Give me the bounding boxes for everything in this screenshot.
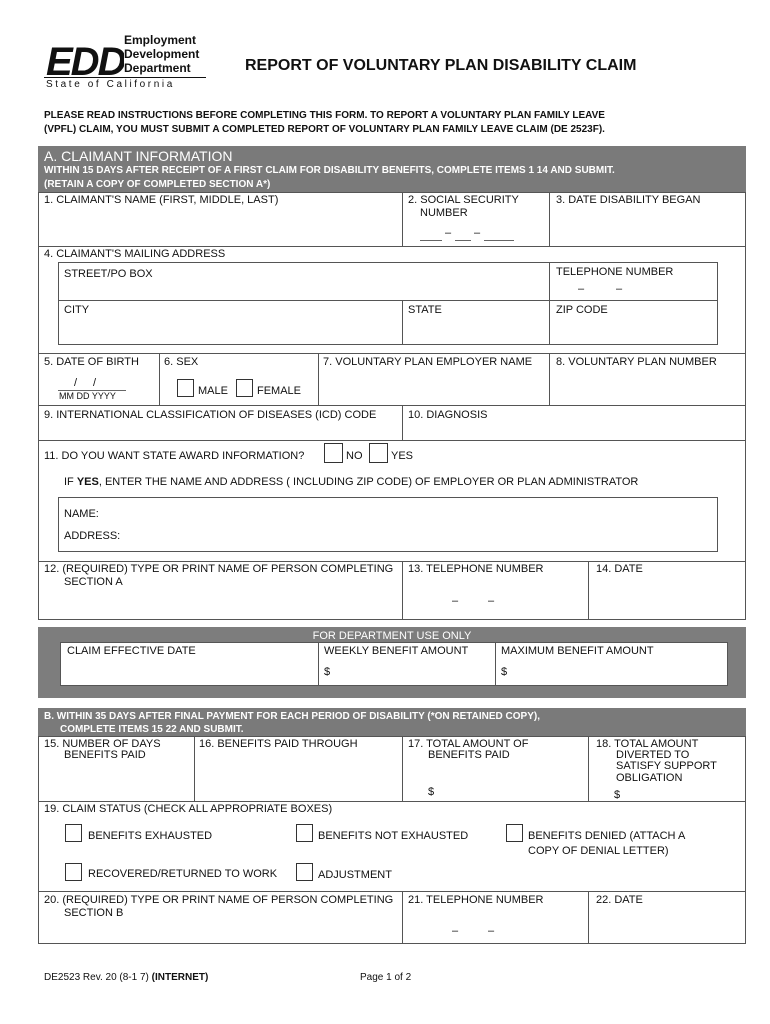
form-title: REPORT OF VOLUNTARY PLAN DISABILITY CLAIM <box>245 57 637 74</box>
yes-checkbox[interactable] <box>369 443 388 463</box>
item22-label: 22. DATE <box>596 894 643 906</box>
divider <box>194 736 195 801</box>
edd-logo-graphic <box>44 35 124 81</box>
claim-effective-label: CLAIM EFFECTIVE DATE <box>67 645 196 657</box>
ssn-blank-3[interactable] <box>484 240 514 241</box>
street-input[interactable] <box>64 282 534 298</box>
item20-label-1: 20. (REQUIRED) TYPE OR PRINT NAME OF PERSON COMPLETING <box>44 894 394 906</box>
telephone-label: TELEPHONE NUMBER <box>556 266 674 278</box>
benefits-not-exhausted-label: BENEFITS NOT EXHAUSTED <box>318 830 469 842</box>
item21-label: 21. TELEPHONE NUMBER <box>408 894 544 906</box>
divider <box>402 192 403 246</box>
divider <box>402 891 403 944</box>
benefits-denied-checkbox[interactable] <box>506 824 523 842</box>
section-a-preparer-input[interactable] <box>44 594 394 614</box>
benefits-denied-label-2: COPY OF DENIAL LETTER) <box>528 845 669 857</box>
days-paid-input[interactable] <box>44 770 184 792</box>
divider <box>402 736 403 801</box>
name-label: NAME: <box>64 508 99 520</box>
divider <box>549 262 550 300</box>
item18-dollar: $ <box>614 789 621 801</box>
recovered-label: RECOVERED/RETURNED TO WORK <box>88 868 278 880</box>
item3-label: 3. DATE DISABILITY BEGAN <box>556 194 701 206</box>
item15-label-2: BENEFITS PAID <box>64 749 146 761</box>
divider <box>549 353 550 405</box>
dob-format: MM DD YYYY <box>59 391 116 401</box>
if-yes-bold: YES <box>76 476 99 488</box>
item12-label-1: 12. (REQUIRED) TYPE OR PRINT NAME OF PERSON COMPLETING <box>44 563 394 575</box>
item8-label: 8. VOLUNTARY PLAN NUMBER <box>556 356 717 368</box>
ssn-blank-1[interactable] <box>420 240 442 241</box>
item17-label-2: BENEFITS PAID <box>428 749 510 761</box>
yes-label: YES <box>391 450 414 462</box>
recovered-checkbox[interactable] <box>65 863 82 881</box>
item20-label-2: SECTION B <box>64 907 124 919</box>
divider <box>159 353 160 405</box>
female-checkbox[interactable] <box>236 379 253 397</box>
tel13-sep-1: – <box>452 595 459 607</box>
weekly-dollar: $ <box>324 666 331 678</box>
section-b-preparer-input[interactable] <box>44 921 394 939</box>
item6-label: 6. SEX <box>164 356 199 368</box>
tel21-sep-1: – <box>452 925 459 937</box>
logo-line-3: Department <box>124 61 191 75</box>
phone-sep-1: – <box>578 283 585 295</box>
adjustment-checkbox[interactable] <box>296 863 313 881</box>
administrator-address-input[interactable] <box>124 527 704 543</box>
tel13-sep-2: – <box>488 595 495 607</box>
item1-label: 1. CLAIMANT'S NAME (FIRST, MIDDLE, LAST) <box>44 194 279 206</box>
divider <box>588 736 589 801</box>
divider <box>549 192 550 246</box>
divider <box>38 440 746 441</box>
item13-label: 13. TELEPHONE NUMBER <box>408 563 544 575</box>
divider <box>38 246 746 247</box>
item14-label: 14. DATE <box>596 563 643 575</box>
item17-dollar: $ <box>428 786 435 798</box>
state-label: STATE <box>408 304 442 316</box>
item4-label: 4. CLAIMANT'S MAILING ADDRESS <box>44 248 226 260</box>
female-label: FEMALE <box>257 385 302 397</box>
street-label: STREET/PO BOX <box>64 268 153 280</box>
divider <box>318 642 319 686</box>
dept-use-title: FOR DEPARTMENT USE ONLY <box>312 630 472 642</box>
section-b-header <box>38 708 746 736</box>
dob-sep-2: / <box>93 377 97 389</box>
logo-state: State of California <box>46 79 175 90</box>
item18-label-1: 18. TOTAL AMOUNT <box>596 738 699 750</box>
benefits-exhausted-checkbox[interactable] <box>65 824 82 842</box>
divider <box>58 300 718 301</box>
item18-label-3: SATISFY SUPPORT <box>616 760 717 772</box>
employer-name-input[interactable] <box>323 376 543 398</box>
weekly-benefit-label: WEEKLY BENEFIT AMOUNT <box>324 645 469 657</box>
benefits-exhausted-label: BENEFITS EXHAUSTED <box>88 830 213 842</box>
form-id <box>44 972 208 984</box>
instructions-line-2: (VPFL) CLAIM, YOU MUST SUBMIT A COMPLETED REPORT OF VOLUNTARY PLAN FAMILY LEAVE CLAIM (DE 2523F). <box>44 124 605 135</box>
section-a-header <box>38 146 746 192</box>
section-a-title: A. CLAIMANT INFORMATION <box>44 148 233 164</box>
city-input[interactable] <box>64 320 394 340</box>
phone-sep-2: – <box>616 283 623 295</box>
item5-label: 5. DATE OF BIRTH <box>44 356 139 368</box>
if-yes-text <box>64 476 638 489</box>
divider <box>402 300 403 345</box>
divider <box>38 405 746 406</box>
divider <box>38 353 746 354</box>
page-number: Page 1 of 2 <box>360 972 412 983</box>
divider <box>549 300 550 345</box>
section-b-title-1: B. WITHIN 35 DAYS AFTER FINAL PAYMENT FOR EACH PERIOD OF DISABILITY (*ON RETAINED COPY), <box>44 711 540 722</box>
tel21-sep-2: – <box>488 925 495 937</box>
item17-label-1: 17. TOTAL AMOUNT OF <box>408 738 529 750</box>
administrator-name-input[interactable] <box>104 505 704 521</box>
section-b-title-2: COMPLETE ITEMS 15 22 AND SUBMIT. <box>60 724 244 735</box>
divider <box>402 561 403 620</box>
form-id-bold: (INTERNET) <box>151 972 209 983</box>
divider <box>38 561 746 562</box>
item15-label-1: 15. NUMBER OF DAYS <box>44 738 161 750</box>
date-disability-began-input[interactable] <box>556 216 736 238</box>
form-id-prefix: DE2523 Rev. 20 (8-1 7) <box>44 972 152 983</box>
ssn-blank-2[interactable] <box>455 240 471 241</box>
section-b-date-input[interactable] <box>596 921 736 939</box>
item16-label: 16. BENEFITS PAID THROUGH <box>199 738 358 750</box>
edd-logo-text: EDD <box>46 40 124 81</box>
state-input[interactable] <box>408 320 543 340</box>
zip-label: ZIP CODE <box>556 304 608 316</box>
max-dollar: $ <box>501 666 508 678</box>
section-a-subtitle-1: WITHIN 15 DAYS AFTER RECEIPT OF A FIRST CLAIM FOR DISABILITY BENEFITS, COMPLETE ITEMS 1 14 AND SUBMIT. <box>44 165 615 176</box>
max-benefit-label: MAXIMUM BENEFIT AMOUNT <box>501 645 654 657</box>
male-checkbox[interactable] <box>177 379 194 397</box>
item2-label-1: 2. SOCIAL SECURITY <box>408 194 519 206</box>
logo-line-2: Development <box>124 47 200 61</box>
male-label: MALE <box>198 385 228 397</box>
adjustment-label: ADJUSTMENT <box>318 869 392 881</box>
edd-logo <box>44 33 206 93</box>
item11-label: 11. DO YOU WANT STATE AWARD INFORMATION? <box>44 450 305 462</box>
benefits-denied-label-1: BENEFITS DENIED (ATTACH A <box>528 830 686 842</box>
diagnosis-input[interactable] <box>408 423 738 438</box>
instructions-line-1: PLEASE READ INSTRUCTIONS BEFORE COMPLETING THIS FORM. TO REPORT A VOLUNTARY PLAN FAMILY LEAVE <box>44 110 605 121</box>
if-yes-prefix: IF <box>64 476 77 488</box>
divider <box>318 353 319 405</box>
plan-number-input[interactable] <box>556 376 736 398</box>
benefits-not-exhausted-checkbox[interactable] <box>296 824 313 842</box>
item9-label: 9. INTERNATIONAL CLASSIFICATION OF DISEASES (ICD) CODE <box>44 409 377 421</box>
claimant-name-input[interactable] <box>44 216 394 238</box>
ssn-sep-1: – <box>445 227 452 239</box>
zip-input[interactable] <box>556 320 711 340</box>
item2-label-2: NUMBER <box>420 207 468 219</box>
ssn-sep-2: – <box>474 227 481 239</box>
item18-label-4: OBLIGATION <box>616 772 683 784</box>
item7-label: 7. VOLUNTARY PLAN EMPLOYER NAME <box>323 356 533 368</box>
if-yes-rest: , ENTER THE NAME AND ADDRESS ( INCLUDING ZIP CODE) OF EMPLOYER OR PLAN ADMINISTRATOR <box>98 476 639 488</box>
section-a-subtitle-2: (RETAIN A COPY OF COMPLETED SECTION A*) <box>44 179 271 190</box>
city-label: CITY <box>64 304 90 316</box>
item12-label-2: SECTION A <box>64 576 123 588</box>
divider <box>495 642 496 686</box>
dob-sep-1: / <box>74 377 78 389</box>
no-label: NO <box>346 450 363 462</box>
divider <box>38 801 746 802</box>
no-checkbox[interactable] <box>324 443 343 463</box>
item18-label-2: DIVERTED TO <box>616 749 690 761</box>
item10-label: 10. DIAGNOSIS <box>408 409 488 421</box>
paid-through-input[interactable] <box>199 770 394 792</box>
divider <box>38 891 746 892</box>
logo-line-1: Employment <box>124 33 197 47</box>
divider <box>402 405 403 440</box>
section-a-date-input[interactable] <box>596 594 736 614</box>
icd-code-input[interactable] <box>44 423 394 438</box>
divider <box>588 891 589 944</box>
address-label: ADDRESS: <box>64 530 121 542</box>
item19-label: 19. CLAIM STATUS (CHECK ALL APPROPRIATE BOXES) <box>44 803 333 815</box>
divider <box>588 561 589 620</box>
logo-divider <box>44 77 206 78</box>
